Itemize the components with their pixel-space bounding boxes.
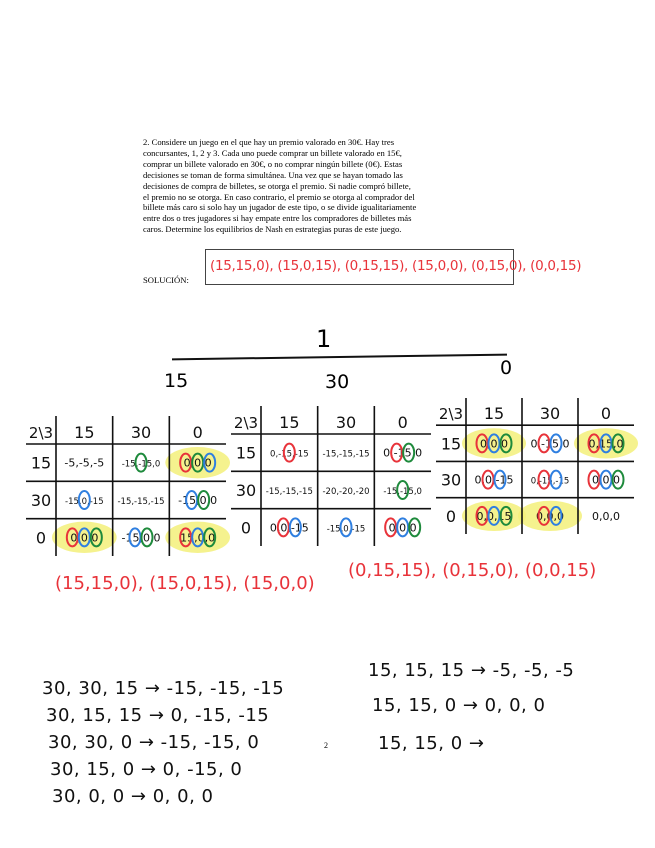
matrix-cell-value: 15,0,0	[180, 531, 216, 545]
calc-left-line: 30, 15, 15 → 0, -15, -15	[46, 705, 270, 726]
matrix-cell-value: -15,-15,-15	[265, 487, 313, 497]
matrix-cell-value: 0,0,0	[536, 509, 564, 523]
matrix-corner-label: 2\3	[28, 424, 54, 442]
calc-left-line: 30, 30, 0 → -15, -15, 0	[48, 732, 260, 753]
matrix-corner-label: 2\3	[438, 405, 464, 424]
matrix-cell-value: 0,0,-15	[474, 473, 514, 487]
matrix-cell-value: -5,-5,-5	[64, 456, 105, 470]
matrix-cell-value: 0,0,0	[480, 437, 508, 451]
problem-line: comprar un billete valorado en 30€, o no comprar ningún billete (0€). Estas	[143, 158, 403, 169]
matrix-cell-value: -15,0,0	[121, 531, 161, 545]
problem-line: decisiones se toman de forma simultánea. Una vez que se hayan tomado las	[143, 169, 403, 180]
problem-line: concursantes, 1, 2 y 3. Cada uno puede comprar un billete valorado en 15€,	[143, 147, 402, 158]
solution-label: SOLUCIÓN:	[143, 275, 189, 285]
matrix-col-header: 15	[279, 413, 300, 432]
matrix-cell-value: 0,0,0	[70, 531, 99, 545]
page-number: 2	[324, 741, 328, 750]
equilibria-right: (0,15,15), (0,15,0), (0,0,15)	[348, 560, 597, 581]
matrix-cell-value: -15,0,0	[178, 494, 218, 507]
tree-root-label: 1	[316, 325, 332, 353]
matrix-col-header: 0	[600, 404, 612, 424]
matrix-row-header: 0	[445, 506, 457, 526]
calc-left-line: 30, 30, 15 → -15, -15, -15	[42, 678, 285, 699]
matrix-col-header: 15	[483, 404, 505, 424]
matrix-cell-value: -15,0,-15	[65, 497, 104, 507]
matrix-cell-value: 0,0,0	[592, 473, 620, 487]
matrix-cell-value: 0,-15,-15	[270, 449, 309, 460]
matrix-col-header: 15	[74, 423, 95, 442]
matrix-cell-value: 0,0,-15	[269, 521, 309, 535]
matrix-cell-value: -20,-20,-20	[322, 487, 370, 497]
problem-line: entre dos o tres jugadores si hay empate entre los compradores de billetes más	[143, 213, 412, 224]
calc-left-line: 30, 15, 0 → 0, -15, 0	[50, 759, 243, 780]
matrix-cell-value: 0,0,15	[476, 509, 512, 523]
matrix-cell-value: -15,0,-15	[326, 524, 366, 535]
matrix-row-header: 30	[30, 491, 52, 510]
matrix-cell-value: 0,-15,-15	[530, 476, 570, 487]
matrix-col-header: 30	[335, 413, 357, 432]
tree-branch-15: 15	[164, 370, 189, 392]
calc-right-line: 15, 15, 15 → -5, -5, -5	[368, 660, 575, 681]
matrix-cell-value: 0,0,0	[592, 509, 620, 523]
matrix-cell-value: 0,-15,0	[383, 446, 423, 460]
matrix-cell-value: -15,-15,0	[121, 459, 161, 470]
matrix-cell-value: -15,-15,-15	[117, 497, 165, 507]
tree-branch-30: 30	[325, 371, 350, 393]
matrix-row-header: 30	[235, 481, 257, 500]
calc-right-line: 15, 15, 0 → 0, 0, 0	[372, 695, 546, 716]
matrix-col-header: 30	[130, 423, 152, 442]
equilibria-left: (15,15,0), (15,0,15), (15,0,0)	[55, 573, 315, 594]
matrix-corner-label: 2\3	[233, 414, 259, 432]
calc-left-line: 30, 0, 0 → 0, 0, 0	[52, 786, 214, 807]
problem-line: 2. Considere un juego en el que hay un premio valorado en 30€. Hay tres	[143, 137, 395, 147]
solution-text: (15,15,0), (15,0,15), (0,15,15), (15,0,0), (0,15,0), (0,0,15)	[210, 258, 582, 274]
matrix-cell-value: 0,15,0	[588, 437, 624, 451]
matrix-cell-value: 0,-15,0	[530, 437, 570, 451]
matrix-col-header: 0	[192, 423, 203, 442]
matrix-row-header: 30	[440, 470, 462, 490]
calc-right-line: 15, 15, 0 →	[378, 733, 485, 754]
matrix-col-header: 0	[397, 413, 408, 432]
problem-line: el premio no se otorga. En caso contrario, el premio se otorga al comprador del	[143, 191, 415, 202]
matrix-row-header: 0	[240, 518, 252, 538]
problem-line: billete más caro si solo hay un jugador de este tipo, o se divide igualitariamente	[143, 202, 417, 213]
matrix-col-header: 30	[539, 404, 561, 424]
matrix-row-header: 15	[235, 443, 257, 463]
problem-line: caros. Determine los equilibrios de Nash en estrategias puras de este juego.	[143, 224, 402, 235]
matrix-row-header: 15	[440, 434, 462, 454]
problem-line: decisiones de compra de billetes, se otorga el premio. Si nadie compró billete,	[143, 180, 411, 191]
matrix-cell-value: -15,-15,-15	[322, 449, 370, 460]
matrix-row-header: 15	[30, 453, 52, 473]
matrix-cell-value: 0,0,0	[183, 456, 212, 470]
matrix-cell-value: -15,-15,0	[383, 487, 422, 497]
matrix-cell-value: 0,0,0	[388, 521, 417, 535]
matrix-row-header: 0	[35, 528, 47, 548]
tree-branch-0: 0	[500, 357, 513, 379]
